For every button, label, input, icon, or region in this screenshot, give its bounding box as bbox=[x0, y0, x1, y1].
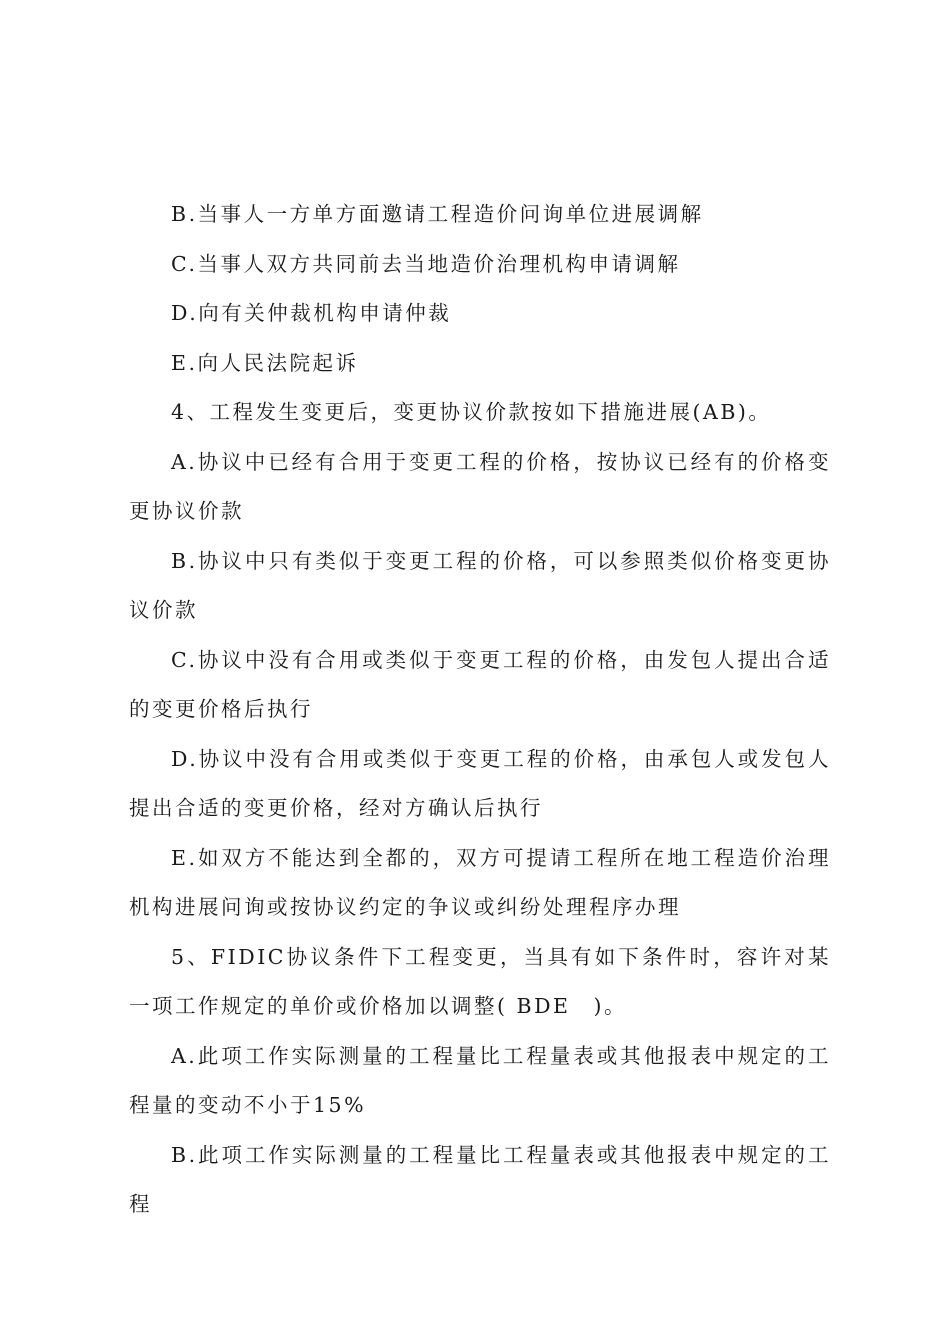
option-a-q4: A.协议中已经有合用于变更工程的价格，按协议已经有的价格变更协议价款 bbox=[129, 449, 831, 523]
option-b-q4: B.协议中只有类似于变更工程的价格，可以参照类似价格变更协议价款 bbox=[129, 548, 831, 622]
option-c-q3: C.当事人双方共同前去当地造价治理机构申请调解 bbox=[171, 251, 681, 276]
option-e-q3: E.向人民法院起诉 bbox=[171, 350, 359, 375]
option-b-q3: B.当事人一方单方面邀请工程造价问询单位进展调解 bbox=[171, 202, 704, 226]
option-c-q4: C.协议中没有合用或类似于变更工程的价格，由发包人提出合适的变更价格后执行 bbox=[129, 647, 831, 721]
option-d-q4: D.协议中没有合用或类似于变更工程的价格，由承包人或发包人提出合适的变更价格，经对方确认后执行 bbox=[129, 746, 831, 820]
question-4: 4、工程发生变更后，变更协议价款按如下措施进展(AB)。 bbox=[171, 400, 772, 424]
option-a-q5: A.此项工作实际测量的工程量比工程量表或其他报表中规定的工程量的变动不小于15% bbox=[129, 1043, 831, 1117]
question-5: 5、FIDIC协议条件下工程变更，当具有如下条件时，容许对某一项工作规定的单价或价格加以调整( BDE )。 bbox=[129, 944, 831, 1018]
option-e-q4: E.如双方不能达到全都的，双方可提请工程所在地工程造价治理机构进展问询或按协议约定的争议或纠纷处理程序办理 bbox=[129, 845, 831, 919]
option-b-q5: B.此项工作实际测量的工程量比工程量表或其他报表中规定的工程 bbox=[129, 1142, 831, 1216]
document-body bbox=[129, 190, 831, 1230]
option-d-q3: D.向有关仲裁机构申请仲裁 bbox=[171, 301, 452, 325]
